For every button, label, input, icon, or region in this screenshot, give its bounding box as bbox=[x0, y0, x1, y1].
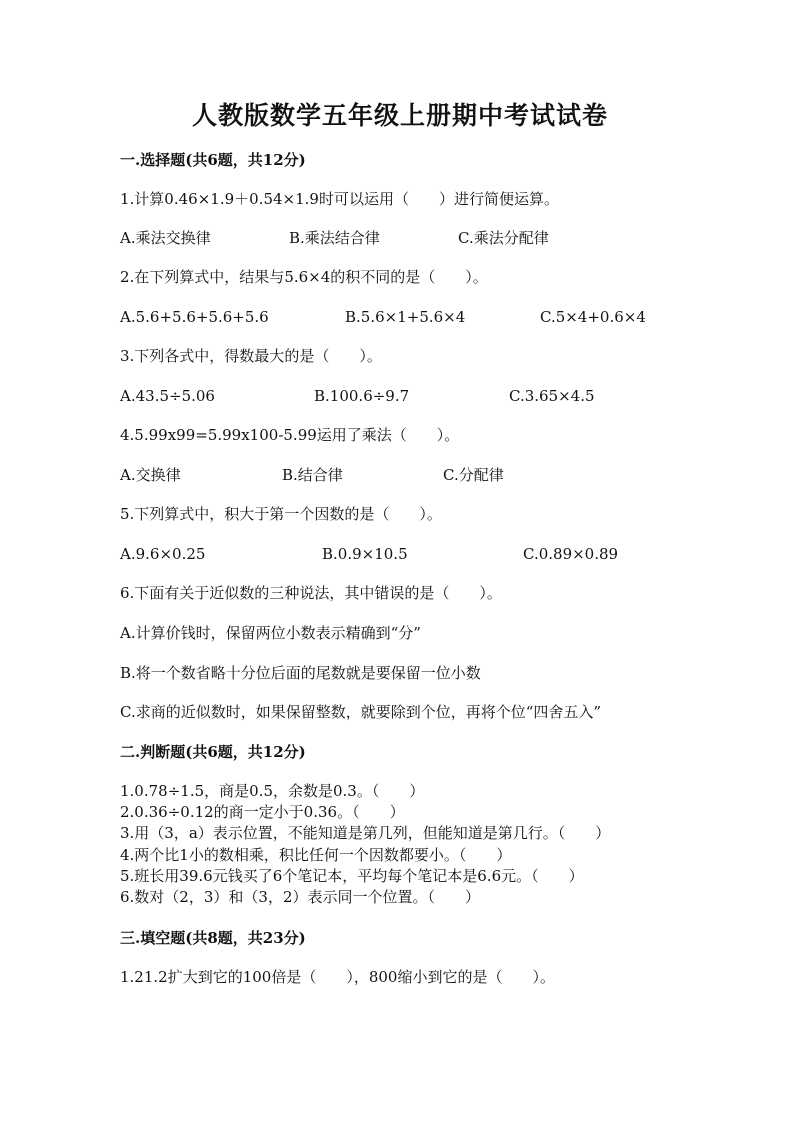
q4-option-c: C.分配律 bbox=[443, 466, 504, 484]
q5-option-a: A.9.6×0.25 bbox=[120, 545, 206, 563]
judge-item-1: 1.0.78÷1.5，商是0.5，余数是0.3。（ ） bbox=[120, 782, 425, 800]
q1-option-c: C.乘法分配律 bbox=[458, 229, 549, 247]
q3-option-c: C.3.65×4.5 bbox=[509, 387, 595, 405]
fill-item-1: 1.21.2扩大到它的100倍是（ ），800缩小到它的是（ ）。 bbox=[120, 968, 555, 986]
question-3: 3.下列各式中，得数最大的是（ ）。 bbox=[120, 347, 382, 365]
q3-option-a: A.43.5÷5.06 bbox=[120, 387, 215, 405]
q1-option-a: A.乘法交换律 bbox=[120, 229, 211, 247]
section-heading-choice: 一.选择题(共6题，共12分) bbox=[120, 151, 306, 169]
question-5: 5.下列算式中，积大于第一个因数的是（ ）。 bbox=[120, 505, 442, 523]
q6-option-a: A.计算价钱时，保留两位小数表示精确到“分” bbox=[120, 624, 421, 642]
q6-option-b: B.将一个数省略十分位后面的尾数就是要保留一位小数 bbox=[120, 664, 481, 682]
section-heading-fill: 三.填空题(共8题，共23分) bbox=[120, 929, 306, 947]
judge-item-6: 6.数对（2，3）和（3，2）表示同一个位置。（ ） bbox=[120, 888, 480, 906]
q5-option-c: C.0.89×0.89 bbox=[523, 545, 619, 563]
judge-item-3: 3.用（3，a）表示位置，不能知道是第几列，但能知道是第几行。（ ） bbox=[120, 824, 611, 842]
q3-option-b: B.100.6÷9.7 bbox=[314, 387, 410, 405]
question-6: 6.下面有关于近似数的三种说法，其中错误的是（ ）。 bbox=[120, 584, 502, 602]
q5-option-b: B.0.9×10.5 bbox=[322, 545, 408, 563]
q2-option-a: A.5.6+5.6+5.6+5.6 bbox=[120, 308, 269, 326]
section-heading-judge: 二.判断题(共6题，共12分) bbox=[120, 743, 306, 761]
q1-option-b: B.乘法结合律 bbox=[289, 229, 380, 247]
judge-item-2: 2.0.36÷0.12的商一定小于0.36。（ ） bbox=[120, 803, 405, 821]
q2-option-b: B.5.6×1+5.6×4 bbox=[345, 308, 466, 326]
q6-option-c: C.求商的近似数时，如果保留整数，就要除到个位，再将个位“四舍五入” bbox=[120, 703, 602, 721]
q4-option-a: A.交换律 bbox=[120, 466, 181, 484]
question-4: 4.5.99x99=5.99x100-5.99运用了乘法（ ）。 bbox=[120, 426, 460, 444]
question-1: 1.计算0.46×1.9＋0.54×1.9时可以运用（ ）进行简便运算。 bbox=[120, 190, 559, 208]
q4-option-b: B.结合律 bbox=[282, 466, 343, 484]
judge-item-4: 4.两个比1小的数相乘，积比任何一个因数都要小。（ ） bbox=[120, 846, 512, 864]
judge-item-5: 5.班长用39.6元钱买了6个笔记本，平均每个笔记本是6.6元。（ ） bbox=[120, 867, 584, 885]
question-2: 2.在下列算式中，结果与5.6×4的积不同的是（ ）。 bbox=[120, 268, 488, 286]
q2-option-c: C.5×4+0.6×4 bbox=[540, 308, 646, 326]
page-title: 人教版数学五年级上册期中考试试卷 bbox=[191, 101, 608, 130]
